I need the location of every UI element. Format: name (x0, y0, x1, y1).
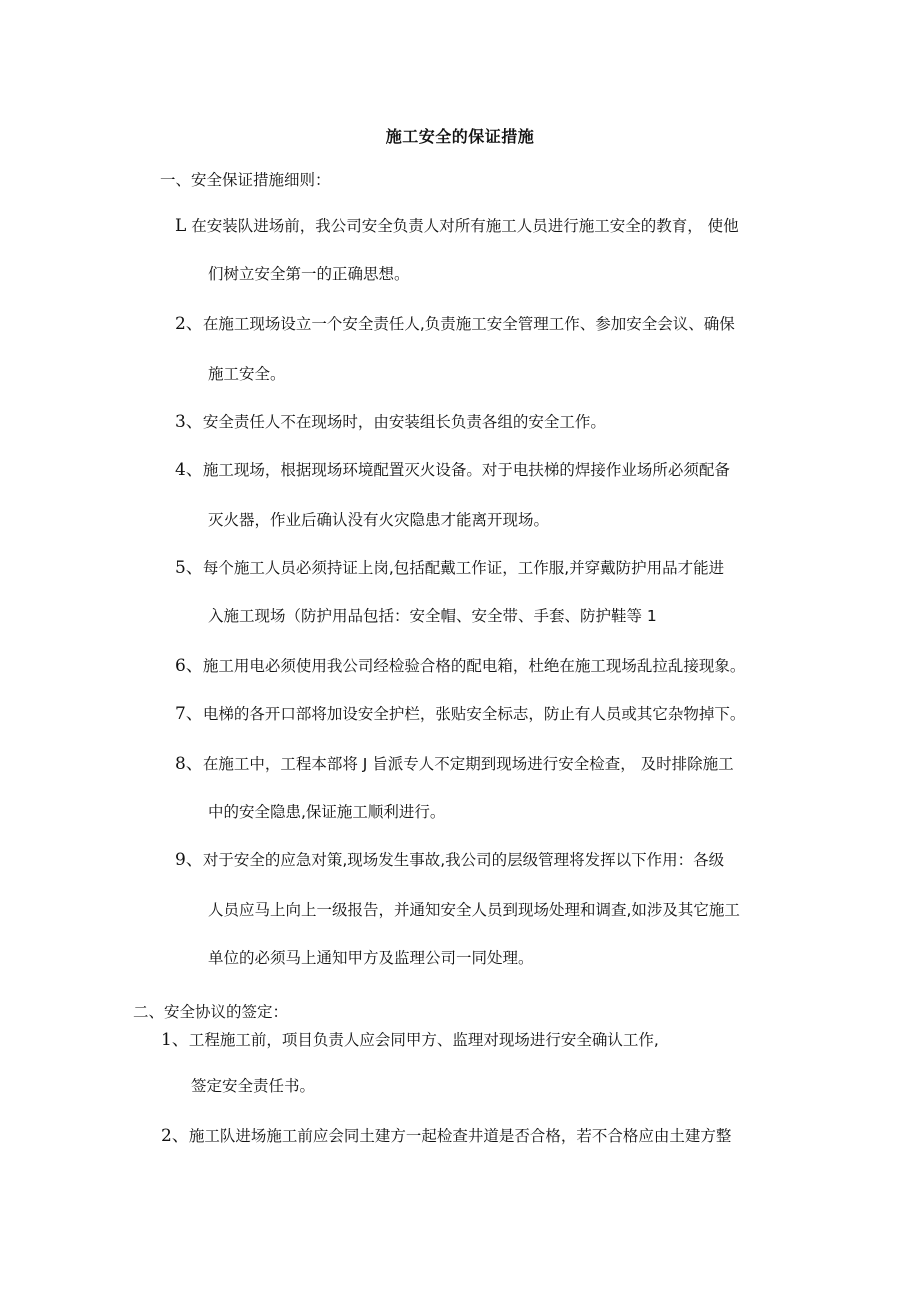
item-number: 2、 (175, 314, 203, 334)
item-text: 施工用电必须使用我公司经检验合格的配电箱，杜绝在施工现场乱拉乱接现象。 (202, 657, 746, 675)
item-text: 电梯的各开口部将加设安全护栏，张贴安全标志，防止有人员或其它杂物掉下。 (202, 705, 746, 723)
item-number: 6、 (175, 656, 203, 676)
item-text: 在施工现场设立一个安全责任人,负责施工安全管理工作、参加安全会议、确保 (202, 315, 735, 333)
item-text: 在施工中，工程本部将 J 旨派专人不定期到现场进行安全检查， 及时排除施工 (202, 755, 734, 773)
item-continuation: 单位的必须马上通知甲方及监理公司一同处理。 (208, 949, 534, 967)
list-item (175, 656, 745, 676)
list-item (175, 558, 724, 578)
list-item (175, 850, 724, 870)
item-continuation: 入施工现场（防护用品包括：安全帽、安全带、手套、防护鞋等 1 (208, 607, 657, 625)
section-2-heading: 二、安全协议的签定： (133, 1003, 289, 1021)
item-text: 施工队进场施工前应会同土建方一起检查井道是否合格，若不合格应由土建方整 (188, 1127, 732, 1145)
item-number: 9、 (175, 850, 203, 870)
item-text: 工程施工前，项目负责人应会同甲方、监理对现场进行安全确认工作, (188, 1031, 659, 1049)
item-number: 3、 (175, 412, 203, 432)
item-text: 施工现场，根据现场环境配置灭火设备。对于电扶梯的焊接作业场所必须配备 (202, 461, 730, 479)
item-text: 在安装队进场前，我公司安全负责人对所有施工人员进行施工安全的教育， 使他 (191, 217, 739, 235)
list-item (175, 754, 734, 774)
item-number: 1、 (161, 1030, 189, 1050)
list-item (175, 314, 735, 334)
section-1-heading: 一、安全保证措施细则： (160, 171, 331, 189)
item-number: 2、 (161, 1126, 189, 1146)
list-item (175, 460, 730, 480)
item-text: 每个施工人员必须持证上岗,包括配戴工作证，工作服,并穿戴防护用品才能进 (202, 559, 725, 577)
list-item (175, 412, 606, 432)
item-continuation: 灭火器，作业后确认没有火灾隐患才能离开现场。 (208, 511, 550, 529)
document-title: 施工安全的保证措施 (385, 127, 535, 146)
list-item (175, 216, 739, 236)
item-continuation: 们树立安全第一的正确思想。 (208, 265, 410, 283)
item-number: 7、 (175, 704, 203, 724)
list-item (161, 1030, 659, 1050)
item-number: L (175, 216, 187, 236)
item-text: 对于安全的应急对策,现场发生事故,我公司的层级管理将发挥以下作用：各级 (202, 851, 725, 869)
item-continuation: 施工安全。 (208, 365, 286, 383)
item-text: 安全责任人不在现场时，由安装组长负责各组的安全工作。 (202, 413, 606, 431)
item-continuation: 签定安全责任书。 (191, 1077, 316, 1095)
item-continuation: 中的安全隐患,保证施工顺利进行。 (208, 803, 446, 821)
list-item (175, 704, 745, 724)
item-continuation: 人员应马上向上一级报告，并通知安全人员到现场处理和调查,如涉及其它施工 (208, 901, 740, 919)
item-number: 5、 (175, 558, 203, 578)
item-number: 4、 (175, 460, 203, 480)
list-item (161, 1126, 731, 1146)
item-number: 8、 (175, 754, 203, 774)
